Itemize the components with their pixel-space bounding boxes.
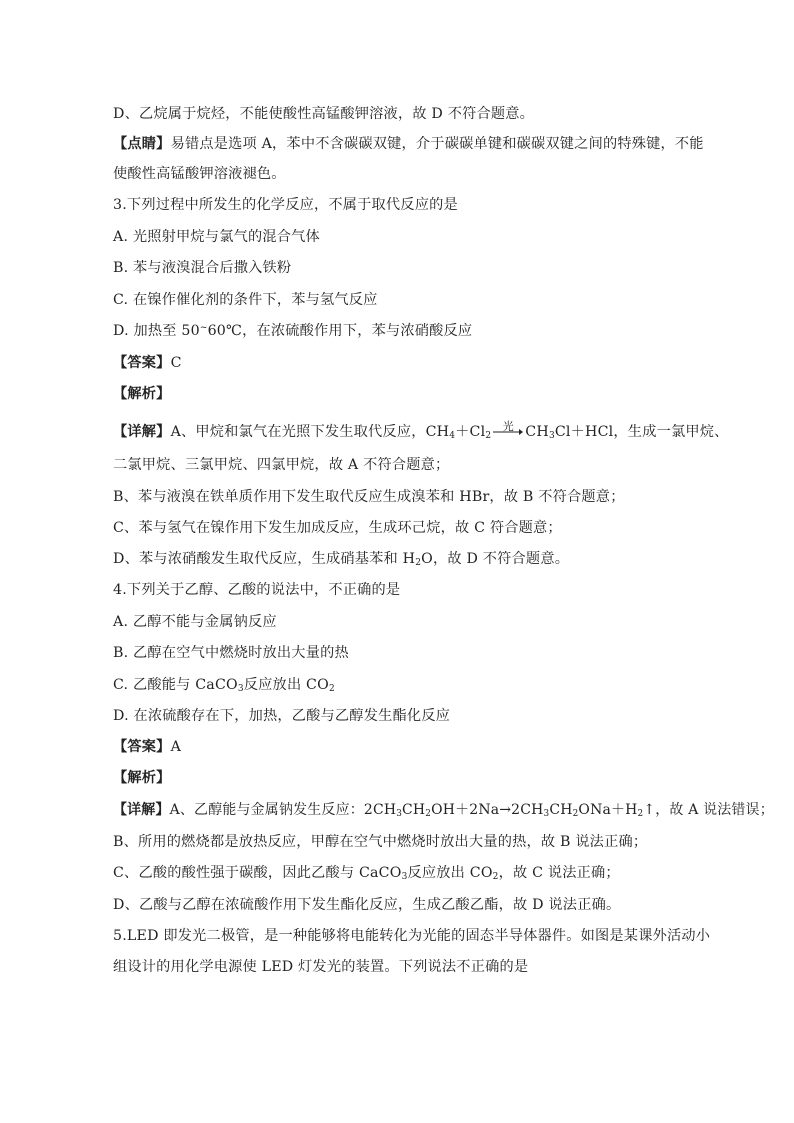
reaction-condition: 光 bbox=[502, 420, 514, 433]
reaction-arrow bbox=[493, 420, 523, 440]
detail-3-line-5: D、苯与浓硝酸发生取代反应，生成硝基苯和 $H_2O$，故 D 不符合题意。 bbox=[113, 551, 570, 568]
question-3-option-d: D. 加热至 50~60℃，在浓硫酸作用下，苯与浓硝酸反应 bbox=[113, 323, 473, 339]
analysis-4-label: 【解析】 bbox=[113, 770, 171, 786]
detail-4-line-4: D、乙酸与乙醇在浓硫酸作用下发生酯化反应，生成乙酸乙酯，故 D 说法正确。 bbox=[113, 897, 621, 913]
question-3-option-c: C. 在镍作催化剂的条件下，苯与氢气反应 bbox=[113, 292, 378, 308]
answer-3-value: C bbox=[170, 355, 182, 371]
question-4-option-a: A. 乙醇不能与金属钠反应 bbox=[113, 614, 277, 630]
answer-4: 【答案】A bbox=[113, 739, 182, 755]
text-line: 使酸性高锰酸钾溶液褪色。 bbox=[113, 166, 286, 182]
question-4-option-d: D. 在浓硫酸存在下，加热，乙酸与乙醇发生酯化反应 bbox=[113, 708, 451, 724]
question-3-option-b: B. 苯与液溴混合后撒入铁粉 bbox=[113, 260, 292, 276]
text-line: D、乙烷属于烷烃，不能使酸性高锰酸钾溶液，故 D 不符合题意。 bbox=[113, 106, 535, 122]
question-5-stem-line-2: 组设计的用化学电源使 LED 灯发光的装置。下列说法不正确的是 bbox=[113, 959, 529, 975]
tip-label: 【点睛】 bbox=[113, 136, 171, 152]
question-4-stem: 4.下列关于乙醇、乙酸的说法中，不正确的是 bbox=[113, 582, 401, 598]
detail-3-line-2: 二氯甲烷、三氯甲烷、四氯甲烷，故 A 不符合题意； bbox=[113, 457, 450, 473]
detail-3-line-1: 【详解】A、甲烷和氯气在光照下发生取代反应，$CH_4+Cl_2$ 光 $CH_3Cl+HCl$，生成一氯甲烷、 bbox=[113, 420, 729, 442]
analysis-3-label: 【解析】 bbox=[113, 386, 171, 402]
detail-3-line-3: B、苯与液溴在铁单质作用下发生取代反应生成溴苯和 HBr，故 B 不符合题意； bbox=[113, 489, 625, 505]
tip-line: 【点睛】易错点是选项 A，苯中不含碳碳双键，介于碳碳单键和碳碳双键之间的特殊键，不能 bbox=[113, 136, 704, 152]
answer-3: 【答案】C bbox=[113, 355, 182, 371]
answer-4-value: A bbox=[170, 739, 182, 755]
question-3-option-a: A. 光照射甲烷与氯气的混合气体 bbox=[113, 229, 320, 245]
detail-4-line-2: B、所用的燃烧都是放热反应，甲醇在空气中燃烧时放出大量的热，故 B 说法正确； bbox=[113, 834, 648, 850]
question-3-stem: 3.下列过程中所发生的化学反应，不属于取代反应的是 bbox=[113, 197, 458, 213]
question-4-option-b: B. 乙醇在空气中燃烧时放出大量的热 bbox=[113, 645, 349, 661]
detail-3-line-4: C、苯与氢气在镍作用下发生加成反应，生成环己烷，故 C 符合题意； bbox=[113, 520, 562, 536]
detail-4-line-3: C、乙酸的酸性强于碳酸，因此乙酸与 CaCO$_3$反应放出 $CO_2$，故 C 说法正确； bbox=[113, 865, 620, 882]
question-4-option-c: C. 乙酸能与 CaCO$_3$反应放出 $CO_2$ bbox=[113, 677, 335, 694]
detail-4-line-1: 【详解】A、乙醇能与金属钠发生反应：$2CH_3CH_2OH+2Na\to 2CH_3CH_2ONa+H_2↑$，故 A 说法错误； bbox=[113, 802, 774, 819]
question-5-stem-line-1: 5.LED 即发光二极管，是一种能够将电能转化为光能的固态半导体器件。如图是某课外活动小 bbox=[113, 928, 711, 944]
